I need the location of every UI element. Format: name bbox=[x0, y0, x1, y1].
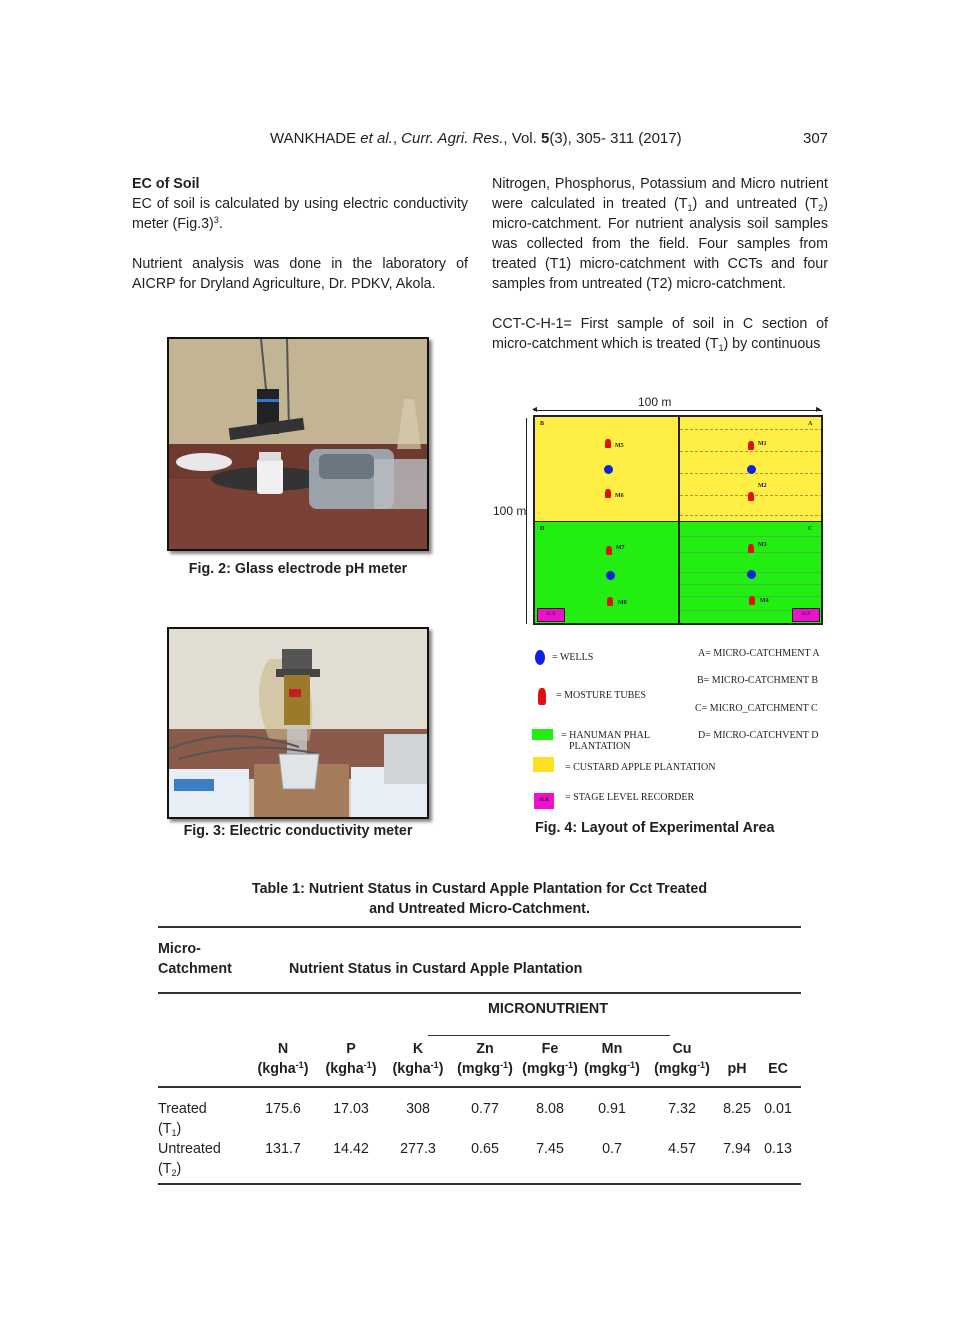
sub-3: 1 bbox=[718, 343, 724, 353]
tube-label: M7 bbox=[616, 545, 625, 551]
row-label-untreated bbox=[158, 1139, 221, 1179]
col-unit: (mgkg$^{-1}$) bbox=[654, 1060, 710, 1077]
tube-label: M6 bbox=[615, 493, 624, 499]
legend-hanuman-phal: = HANUMAN PHAL bbox=[561, 730, 650, 741]
cell-treated-ph: 8.25 bbox=[723, 1101, 751, 1117]
page-number: 307 bbox=[803, 130, 829, 147]
height-arrow bbox=[526, 418, 527, 624]
fig3-caption: Fig. 3: Electric conductivity meter bbox=[183, 823, 413, 839]
section-heading: EC of Soil bbox=[132, 176, 200, 192]
nutrient-paragraph: Nutrient analysis was done in the laboratory of AICRP for Dryland Agriculture, Dr. PDKV, Akola. bbox=[132, 256, 468, 292]
col-name: Cu bbox=[672, 1041, 692, 1057]
cell-untreated-ec: 0.13 bbox=[764, 1141, 792, 1157]
legend-catchment-a: A= MICRO-CATCHMENT A bbox=[698, 648, 820, 659]
ec-paragraph-text: EC of soil is calculated by using electric conductivity meter (Fig.3) bbox=[132, 196, 468, 232]
cct-paragraph bbox=[492, 314, 828, 354]
moisture-tube-icon bbox=[748, 544, 754, 553]
fig2-photo bbox=[167, 337, 429, 551]
col-name: Fe bbox=[541, 1041, 559, 1057]
col0-line1: Micro- bbox=[158, 941, 201, 957]
right-column bbox=[492, 174, 828, 354]
well-icon bbox=[747, 570, 756, 579]
cell-treated-zn: 0.77 bbox=[471, 1101, 499, 1117]
width-arrow bbox=[534, 410, 822, 411]
col-unit: (kgha$^{-1}$) bbox=[257, 1060, 309, 1077]
fig4-caption: Fig. 4: Layout of Experimental Area bbox=[535, 820, 775, 836]
legend-slr: = STAGE LEVEL RECORDER bbox=[565, 792, 695, 803]
col-unit: (mgkg$^{-1}$) bbox=[457, 1060, 513, 1077]
section-c bbox=[678, 521, 823, 624]
tube-label: M4 bbox=[760, 598, 769, 604]
height-label: 100 m bbox=[493, 504, 527, 518]
npk-text-b: ) and untreated (T bbox=[692, 196, 819, 212]
cell-treated-k: 308 bbox=[406, 1101, 430, 1117]
cell-untreated-mn: 0.7 bbox=[602, 1141, 622, 1157]
col-unit: (kgha$^{-1}$) bbox=[392, 1060, 444, 1077]
legend-catchment-c: C= MICRO_CATCHMENT C bbox=[695, 703, 818, 714]
cell-treated-mn: 0.91 bbox=[598, 1101, 626, 1117]
header-issue: (3), 305- 311 (2017) bbox=[549, 130, 682, 147]
section-a-label: A bbox=[808, 421, 813, 427]
moisture-tubes-legend-icon bbox=[538, 688, 546, 705]
col-name: N bbox=[277, 1041, 289, 1057]
col-header-ph: pH bbox=[727, 1061, 747, 1077]
cct-text-b: ) by continuous bbox=[723, 336, 821, 352]
legend-catchment-d: D= MICRO-CATCHVENT D bbox=[698, 730, 819, 741]
col-name: Zn bbox=[476, 1041, 494, 1057]
row-label: Untreated bbox=[158, 1141, 221, 1157]
col0-line2: Catchment bbox=[158, 961, 232, 977]
cell-untreated-ph: 7.94 bbox=[723, 1141, 751, 1157]
header-volume: 5 bbox=[540, 130, 550, 147]
section-b bbox=[535, 417, 678, 521]
col-header-catchment bbox=[158, 939, 232, 979]
section-c-label: C bbox=[808, 526, 813, 532]
cell-treated-ec: 0.01 bbox=[764, 1101, 792, 1117]
col-header-zn bbox=[453, 1039, 517, 1079]
moisture-tube-icon bbox=[606, 546, 612, 555]
header-etal: et al. bbox=[360, 130, 393, 147]
header-journal: Curr. Agri. Res. bbox=[401, 130, 504, 147]
cell-untreated-fe: 7.45 bbox=[536, 1141, 564, 1157]
wells-legend-icon bbox=[535, 650, 545, 665]
col-header-n bbox=[253, 1039, 313, 1079]
col-header-cu bbox=[650, 1039, 714, 1079]
table-caption-line1: Table 1: Nutrient Status in Custard Apple Plantation for Cct Treated bbox=[251, 881, 708, 897]
ec-paragraph bbox=[132, 194, 468, 234]
cell-treated-fe: 8.08 bbox=[536, 1101, 564, 1117]
running-header: WANKHADE et al., Curr. Agri. Res., Vol. 5(3), 305- 311 (2017) bbox=[270, 130, 682, 147]
cell-untreated-zn: 0.65 bbox=[471, 1141, 499, 1157]
section-d bbox=[535, 521, 678, 624]
col-header-fe bbox=[519, 1039, 581, 1079]
moisture-tube-icon bbox=[605, 489, 611, 498]
tube-label: M8 bbox=[618, 600, 627, 606]
legend-moisture-tubes: = MOSTURE TUBES bbox=[556, 690, 646, 701]
npk-text-c: ) micro-catchment. For nutrient analysis soil samples was collected from the field. Four samples from treated (T1) micro-catchment with CCTs and four samples from untreated (T2) micro-catchment. bbox=[492, 196, 828, 292]
col-header-mn bbox=[581, 1039, 643, 1079]
left-column bbox=[132, 174, 468, 294]
legend-wells: = WELLS bbox=[552, 652, 594, 663]
ec-meter-image bbox=[169, 629, 427, 817]
experimental-area-map bbox=[533, 415, 823, 625]
moisture-tube-icon bbox=[605, 439, 611, 448]
stage-level-recorder-icon: SLR bbox=[537, 608, 565, 622]
cell-untreated-n: 131.7 bbox=[265, 1141, 301, 1157]
row-label-treated bbox=[158, 1099, 207, 1139]
table-bottom-rule bbox=[158, 1183, 801, 1185]
cell-treated-cu: 7.32 bbox=[668, 1101, 696, 1117]
hanuman-phal-legend-swatch bbox=[532, 729, 553, 740]
slr-legend-icon: SLR bbox=[534, 793, 554, 809]
col-name: Mn bbox=[601, 1041, 623, 1057]
row-label: Treated bbox=[158, 1101, 207, 1117]
cct-text-a: CCT-C-H-1= First sample of soil in C section of micro-catchment which is treated (T bbox=[492, 316, 828, 352]
sub-1: 1 bbox=[687, 203, 693, 213]
section-d-label: D bbox=[540, 526, 545, 532]
custard-apple-legend-swatch bbox=[533, 757, 554, 772]
col-header-p bbox=[321, 1039, 381, 1079]
stage-level-recorder-icon: SLR bbox=[792, 608, 820, 622]
table-caption bbox=[158, 879, 801, 919]
fig2-caption: Fig. 2: Glass electrode pH meter bbox=[188, 561, 408, 577]
col-unit: (mgkg$^{-1}$) bbox=[584, 1060, 640, 1077]
well-icon bbox=[747, 465, 756, 474]
group-header: Nutrient Status in Custard Apple Plantation bbox=[289, 961, 583, 977]
table-header-rule bbox=[158, 992, 801, 994]
moisture-tube-icon bbox=[748, 492, 754, 501]
legend-hanuman-phal-2: PLANTATION bbox=[569, 741, 631, 752]
arrow-right-icon: ▸ bbox=[816, 404, 822, 415]
legend-custard-apple: = CUSTARD APPLE PLANTATION bbox=[565, 762, 716, 773]
fig3-photo bbox=[167, 627, 429, 819]
moisture-tube-icon bbox=[749, 596, 755, 605]
col-header-ec: EC bbox=[768, 1061, 788, 1077]
cell-untreated-k: 277.3 bbox=[400, 1141, 436, 1157]
header-vol-prefix: Vol. bbox=[511, 130, 537, 147]
ph-meter-image bbox=[169, 339, 427, 549]
arrow-left-icon: ◂ bbox=[532, 404, 538, 415]
table-caption-line2: and Untreated Micro-Catchment. bbox=[369, 901, 590, 917]
moisture-tube-icon bbox=[748, 441, 754, 450]
sub-2: 2 bbox=[818, 203, 824, 213]
ec-paragraph-end: . bbox=[218, 216, 223, 232]
section-a bbox=[678, 417, 823, 521]
table-top-rule bbox=[158, 926, 801, 928]
tube-label: M3 bbox=[758, 542, 767, 548]
tube-label: M1 bbox=[758, 441, 767, 447]
col-name: P bbox=[346, 1041, 356, 1057]
citation-ref: 3 bbox=[213, 215, 219, 225]
col-unit: (kgha$^{-1}$) bbox=[325, 1060, 377, 1077]
width-label: 100 m bbox=[638, 395, 672, 409]
section-b-label: B bbox=[540, 421, 545, 427]
npk-paragraph bbox=[492, 174, 828, 294]
well-icon bbox=[604, 465, 613, 474]
npk-text-a: Nitrogen, Phosphorus, Potassium and Micro nutrient were calculated in treated (T bbox=[492, 176, 828, 212]
cell-treated-n: 175.6 bbox=[265, 1101, 301, 1117]
col-unit: (mgkg$^{-1}$) bbox=[522, 1060, 578, 1077]
legend-catchment-b: B= MICRO-CATCHMENT B bbox=[697, 675, 819, 686]
row-label-sub: $(T_1)$ bbox=[158, 1121, 182, 1138]
cell-untreated-cu: 4.57 bbox=[668, 1141, 696, 1157]
col-name: K bbox=[412, 1041, 424, 1057]
row-label-sub: $(T_2)$ bbox=[158, 1161, 182, 1178]
col-header-k bbox=[388, 1039, 448, 1079]
cell-untreated-p: 14.42 bbox=[333, 1141, 369, 1157]
fig4-layout bbox=[490, 393, 830, 633]
header-authors: WANKHADE bbox=[270, 130, 357, 147]
cell-treated-p: 17.03 bbox=[333, 1101, 369, 1117]
table-subheader-rule bbox=[158, 1086, 801, 1088]
micronutrient-rule bbox=[428, 1035, 670, 1036]
micronutrient-header: MICRONUTRIENT bbox=[488, 1001, 608, 1017]
tube-label: M5 bbox=[615, 443, 624, 449]
fig4-legend bbox=[520, 640, 830, 815]
moisture-tube-icon bbox=[607, 597, 613, 606]
tube-label: M2 bbox=[758, 483, 767, 489]
well-icon bbox=[606, 571, 615, 580]
